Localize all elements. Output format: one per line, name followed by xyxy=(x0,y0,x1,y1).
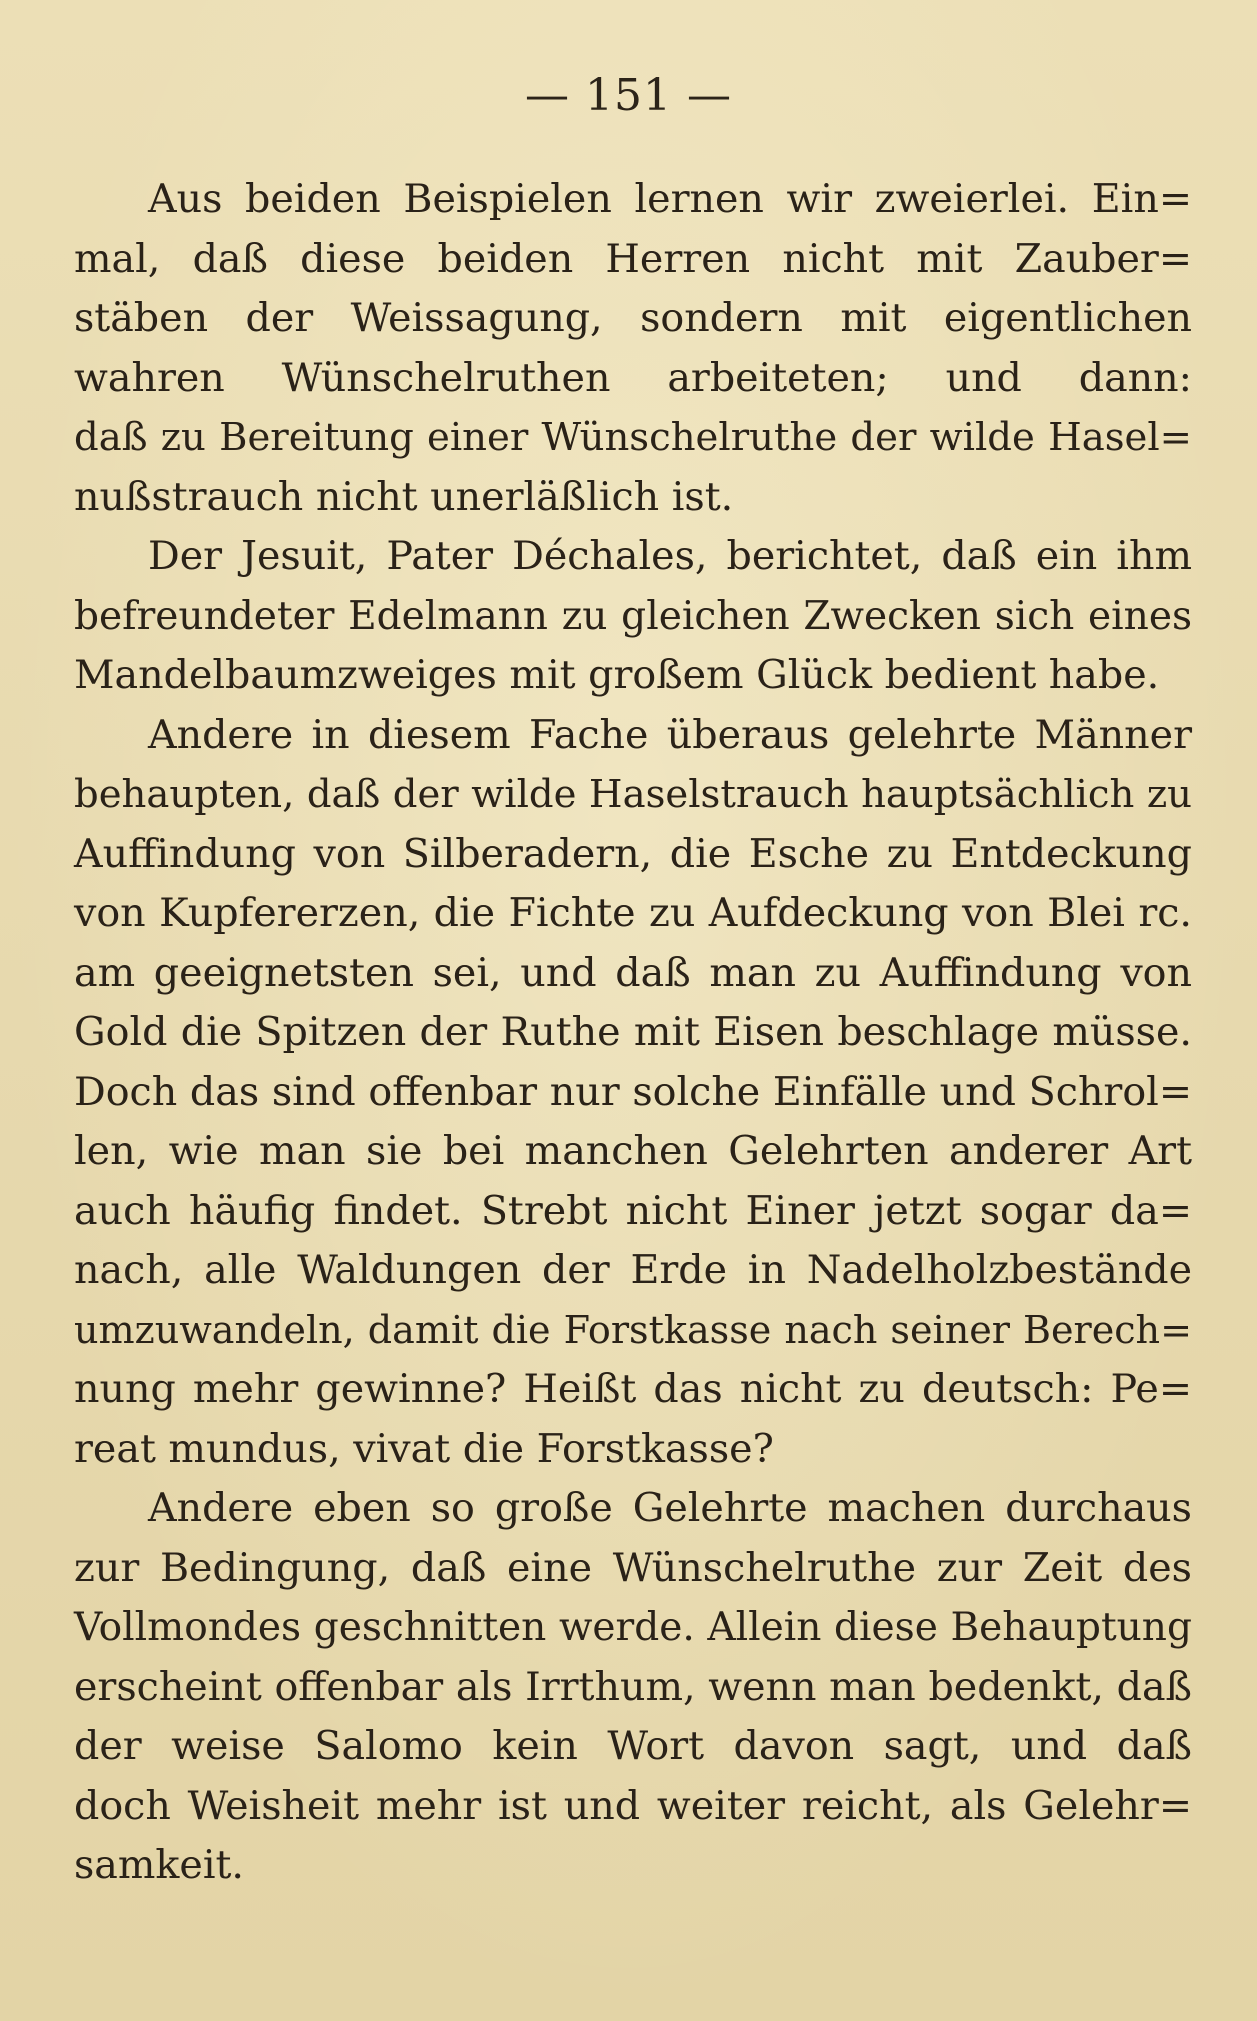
text-line: befreundeter Edelmann zu gleichen Zwecken sich eines xyxy=(74,593,1192,639)
text-line: Aus beiden Beispielen lernen wir zweierlei. Ein= xyxy=(148,176,1192,222)
text-line: von Kupfererzen, die Fichte zu Aufdeckung von Blei rc. xyxy=(74,890,1192,936)
text-line: nußstrauch nicht unerläßlich ist. xyxy=(74,473,734,520)
text-line: umzuwandeln, damit die Forstkasse nach seiner Berech= xyxy=(74,1307,1192,1352)
text-line: Der Jesuit, Pater Déchales, berichtet, daß ein ihm xyxy=(148,533,1192,579)
text-line: zur Bedingung, daß eine Wünschelruthe zur Zeit des xyxy=(74,1544,1192,1591)
text-line: auch häufig findet. Strebt nicht Einer jetzt sogar da= xyxy=(74,1187,1192,1234)
paragraph xyxy=(74,706,1192,1480)
text-line: am geeignetsten sei, und daß man zu Auffindung von xyxy=(74,949,1192,996)
text-line: daß zu Bereitung einer Wünschelruthe der wilde Hasel= xyxy=(74,415,1192,460)
text-line: Vollmondes geschnitten werde. Allein diese Behauptung xyxy=(74,1605,1192,1650)
text-line: reat mundus, vivat die Forstkasse? xyxy=(74,1425,774,1472)
page-number: — 151 — xyxy=(525,70,732,121)
text-line: Auffindung von Silberadern, die Esche zu Entdeckung xyxy=(74,830,1192,877)
text-line: erscheint offenbar als Irrthum, wenn man bedenkt, daß xyxy=(74,1663,1192,1710)
text-line: der weise Salomo kein Wort davon sagt, und daß xyxy=(74,1723,1192,1769)
paragraph xyxy=(74,527,1192,706)
text-line: nach, alle Waldungen der Erde in Nadelholzbestände xyxy=(74,1247,1192,1293)
text-line: Andere in diesem Fache überaus gelehrte Männer xyxy=(148,711,1192,758)
text-line: doch Weisheit mehr ist und weiter reicht, als Gelehr= xyxy=(74,1782,1192,1829)
paragraph xyxy=(74,1479,1192,1896)
text-line: mal, daß diese beiden Herren nicht mit Zauber= xyxy=(74,235,1192,282)
text-line: len, wie man sie bei manchen Gelehrten anderer Art xyxy=(74,1128,1192,1174)
text-line: Doch das sind offenbar nur solche Einfälle und Schrol= xyxy=(74,1068,1192,1115)
text-line: stäben der Weissagung, sondern mit eigentlichen xyxy=(74,295,1192,341)
text-line: Andere eben so große Gelehrte machen durchaus xyxy=(148,1485,1192,1531)
text-line: Gold die Spitzen der Ruthe mit Eisen beschlage müsse. xyxy=(74,1009,1192,1055)
body-text xyxy=(74,170,1192,1896)
text-line: wahren Wünschelruthen arbeiteten; und dann: xyxy=(74,354,1192,401)
text-line: behaupten, daß der wilde Haselstrauch hauptsächlich zu xyxy=(74,772,1192,817)
text-line: samkeit. xyxy=(74,1842,244,1888)
text-line: Mandelbaumzweiges mit großem Glück bedient habe. xyxy=(74,652,1160,698)
paragraph xyxy=(74,170,1192,527)
text-line: nung mehr gewinne? Heißt das nicht zu deutsch: Pe= xyxy=(74,1366,1192,1412)
